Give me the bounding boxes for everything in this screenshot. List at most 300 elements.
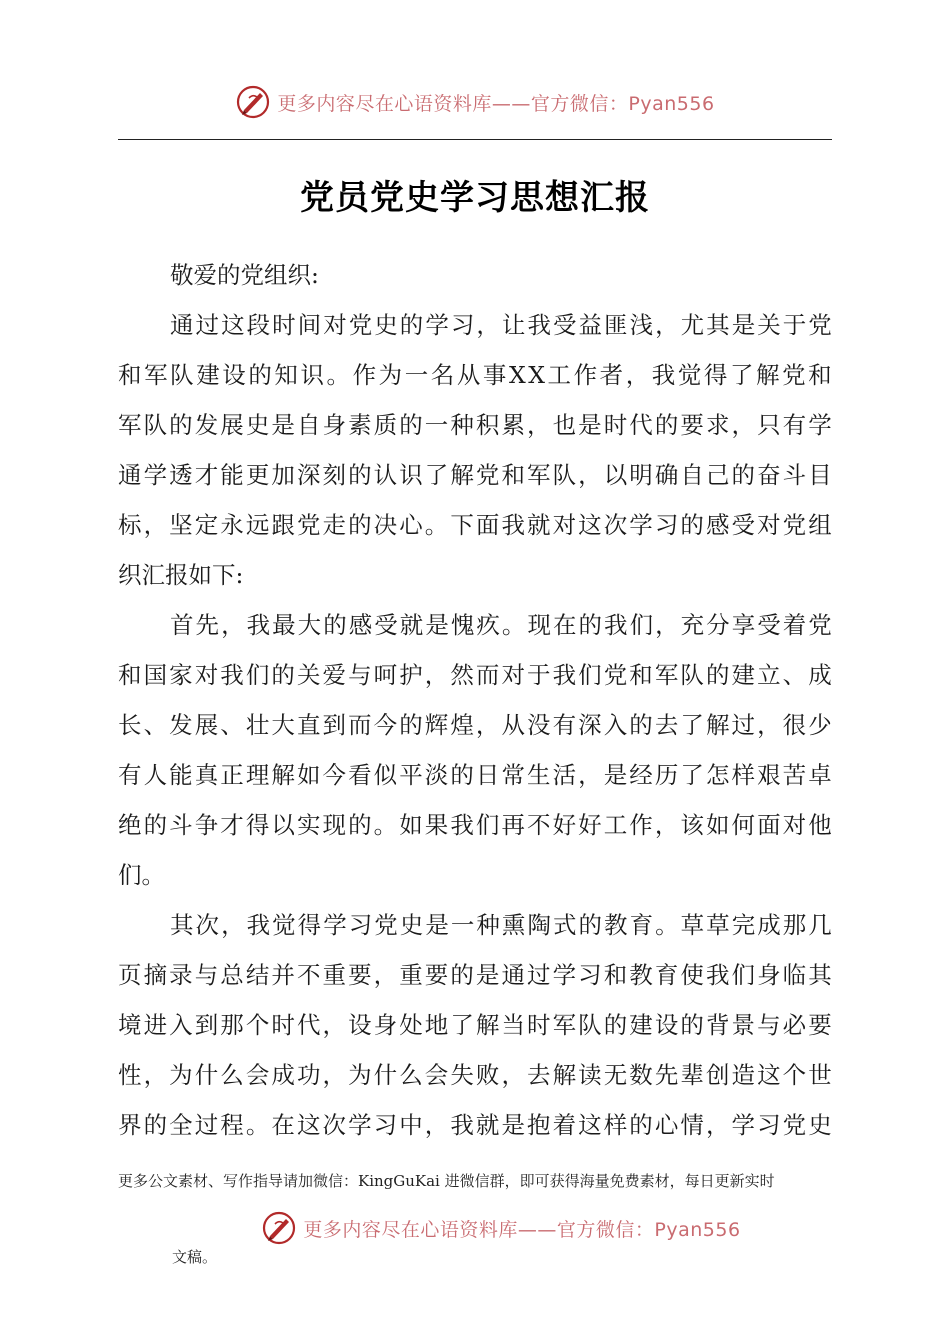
glyph: 该: [680, 811, 704, 839]
glyph: 草: [680, 911, 705, 939]
glyph: 能: [220, 461, 244, 489]
glyph: 解: [705, 711, 730, 739]
glyph: 那: [782, 911, 807, 939]
glyph: 常: [501, 761, 525, 789]
glyph: 觉: [272, 911, 296, 939]
glyph: 界: [118, 1111, 142, 1139]
glyph: 在: [271, 1111, 295, 1139]
glyph: 我: [246, 611, 271, 639]
glyph: 的: [348, 461, 372, 489]
glyph: 我: [552, 661, 577, 689]
glyph: 如: [296, 761, 321, 789]
glyph: 好: [578, 811, 602, 839]
glyph: 学: [552, 961, 577, 989]
glyph: 的: [578, 911, 602, 939]
glyph: 了: [680, 711, 704, 739]
glyph: 着: [552, 1111, 577, 1139]
glyph: 展: [220, 411, 244, 439]
glyph: 完: [731, 911, 756, 939]
glyph: 正: [220, 761, 244, 789]
glyph: 今: [322, 761, 346, 789]
glyph: 这: [296, 1111, 321, 1139]
glyph: ，: [655, 611, 679, 639]
glyph: ，: [373, 961, 398, 989]
glyph: 斗: [782, 461, 807, 489]
glyph: 先: [195, 611, 220, 639]
glyph: 去: [527, 1061, 551, 1089]
glyph: 真: [194, 761, 219, 789]
glyph: 经: [629, 761, 653, 789]
glyph: 对: [782, 811, 807, 839]
glyph: 而: [475, 661, 500, 689]
glyph: 史: [808, 1111, 832, 1139]
glyph: ，: [143, 511, 168, 539]
glyph: 临: [782, 961, 807, 989]
glyph: 艰: [757, 761, 781, 789]
glyph: ，: [655, 311, 679, 339]
glyph: 感: [348, 611, 373, 639]
glyph: 是: [603, 761, 628, 789]
glyph: 次: [603, 511, 628, 539]
glyph: 的: [680, 1011, 704, 1039]
glyph: ，: [322, 1061, 346, 1089]
glyph: 面: [757, 811, 781, 839]
glyph: 这: [578, 511, 602, 539]
glyph: 党: [782, 511, 807, 539]
glyph: 没: [527, 711, 551, 739]
glyph: 呵: [373, 661, 398, 689]
glyph: 我: [604, 611, 628, 639]
glyph: 什: [373, 1061, 398, 1089]
glyph: 愧: [450, 611, 475, 639]
glyph: 明: [629, 461, 653, 489]
glyph: 次: [322, 1111, 346, 1139]
glyph: 们: [629, 611, 654, 639]
glyph: 对: [323, 311, 347, 339]
glyph: 疚: [476, 611, 500, 639]
glyph: 使: [680, 961, 704, 989]
glyph: 页: [118, 961, 142, 989]
glyph: 很: [782, 711, 807, 739]
glyph: 己: [705, 461, 730, 489]
glyph: 远: [245, 511, 270, 539]
glyph: 作: [629, 811, 653, 839]
glyph: 队: [143, 411, 168, 439]
glyph: 自: [680, 461, 704, 489]
glyph: 他: [808, 811, 832, 839]
glyph: 地: [424, 1011, 449, 1039]
glyph: 无: [603, 1061, 628, 1089]
glyph: 设: [222, 361, 246, 389]
glyph: 卓: [808, 761, 832, 789]
text-line: [118, 450, 832, 500]
glyph: 。: [373, 811, 398, 839]
glyph: 和: [808, 361, 832, 389]
glyph: 的: [603, 1011, 628, 1039]
glyph: 感: [705, 511, 730, 539]
glyph: 确: [654, 461, 679, 489]
glyph: 军: [552, 1011, 577, 1039]
glyph: 何: [731, 811, 755, 839]
glyph: ，: [221, 611, 245, 639]
glyph: 队: [170, 361, 194, 389]
glyph: 和: [118, 361, 142, 389]
glyph: 当: [501, 1011, 525, 1039]
glyph: 与: [194, 961, 219, 989]
glyph: 直: [296, 711, 321, 739]
glyph: 队: [578, 1011, 602, 1039]
glyph: ，: [143, 1061, 168, 1089]
glyph: 我: [705, 961, 730, 989]
glyph: 。: [655, 911, 679, 939]
glyph: 建: [196, 361, 220, 389]
glyph: 通: [170, 311, 194, 339]
glyph: 日: [475, 761, 500, 789]
text-line: [118, 950, 832, 1000]
glyph: 军: [654, 661, 679, 689]
glyph: 作: [352, 361, 377, 389]
glyph: 了: [729, 361, 754, 389]
glyph: 爱: [322, 661, 346, 689]
glyph: 的: [143, 811, 168, 839]
glyph: 名: [430, 361, 455, 389]
glyph: 党: [808, 611, 832, 639]
glyph: 解: [475, 1011, 500, 1039]
glyph: 自: [296, 411, 321, 439]
glyph: 成: [271, 1061, 295, 1089]
glyph: 境: [118, 1011, 142, 1039]
glyph: 建: [629, 1011, 653, 1039]
glyph: 习: [373, 1111, 398, 1139]
glyph: 这: [578, 1111, 602, 1139]
glyph: 认: [373, 461, 398, 489]
glyph: 展: [194, 711, 219, 739]
glyph: 以: [603, 461, 628, 489]
glyph: 的: [248, 361, 272, 389]
glyph: 的: [271, 661, 295, 689]
glyph: 下: [450, 511, 474, 539]
glyph: 时: [603, 411, 628, 439]
glyph: 最: [272, 611, 296, 639]
glyph: 得: [245, 811, 270, 839]
glyph: 军: [144, 361, 168, 389]
glyph: 了: [680, 761, 704, 789]
glyph: 的: [169, 411, 193, 439]
glyph: 景: [731, 1011, 755, 1039]
glyph: 以: [271, 811, 295, 839]
glyph: 队: [680, 661, 704, 689]
glyph: 一: [424, 411, 449, 439]
glyph: 败: [475, 1061, 500, 1089]
glyph: 才: [220, 811, 244, 839]
glyph: 与: [348, 661, 372, 689]
glyph: 其: [706, 311, 730, 339]
glyph: 史: [399, 911, 424, 939]
glyph: 我: [220, 661, 244, 689]
glyph: 几: [808, 911, 832, 939]
glyph: 受: [757, 611, 781, 639]
document-title: 党员党史学习思想汇报: [300, 178, 650, 218]
glyph: 也: [552, 411, 577, 439]
glyph: 对: [552, 511, 577, 539]
glyph: 习: [578, 961, 602, 989]
glyph: 并: [271, 961, 295, 989]
glyph: 习: [348, 911, 373, 939]
glyph: 的: [654, 411, 679, 439]
glyph: 是: [271, 411, 295, 439]
glyph: 学: [143, 461, 168, 489]
glyph: 似: [373, 761, 398, 789]
glyph: 决: [373, 511, 398, 539]
glyph: 摘: [143, 961, 168, 989]
glyph: 军: [527, 461, 551, 489]
glyph: 。: [424, 511, 449, 539]
glyph: ，: [424, 661, 449, 689]
glyph: 造: [731, 1061, 755, 1089]
glyph: 建: [731, 661, 755, 689]
glyph: 就: [527, 511, 551, 539]
glyph: 样: [603, 1111, 628, 1139]
glyph: 是: [425, 611, 449, 639]
glyph: 教: [604, 911, 628, 939]
glyph: 长: [118, 711, 142, 739]
glyph: 享: [731, 611, 756, 639]
glyph: 壮: [245, 711, 270, 739]
glyph: X: [528, 361, 545, 389]
glyph: 中: [399, 1111, 423, 1139]
glyph: ，: [654, 811, 679, 839]
glyph: 录: [169, 961, 193, 989]
glyph: 们: [578, 661, 602, 689]
glyph: 我: [450, 1111, 474, 1139]
glyph: 对: [757, 511, 781, 539]
glyph: 要: [424, 961, 449, 989]
glyph: 心: [399, 511, 423, 539]
glyph: 到: [194, 1011, 219, 1039]
glyph: 通: [501, 961, 525, 989]
glyph: 数: [629, 1061, 653, 1089]
glyph: 过: [731, 711, 755, 739]
text-line: 织汇报如下:: [118, 561, 244, 589]
glyph: 队: [552, 461, 577, 489]
glyph: 是: [475, 961, 500, 989]
glyph: 生: [527, 761, 551, 789]
glyph: 淡: [424, 761, 449, 789]
glyph: 什: [194, 1061, 219, 1089]
glyph: 得: [703, 361, 728, 389]
glyph: 的: [629, 711, 653, 739]
glyph: 程: [220, 1111, 244, 1139]
glyph: 读: [578, 1061, 602, 1089]
text-line: [118, 700, 832, 750]
glyph: 今: [373, 711, 398, 739]
glyph: 能: [169, 761, 193, 789]
glyph: 失: [450, 1061, 474, 1089]
glyph: 坚: [169, 511, 193, 539]
glyph: 种: [476, 911, 500, 939]
footer-watermark: [0, 1208, 950, 1248]
glyph: 去: [654, 711, 679, 739]
glyph: 如: [399, 811, 423, 839]
glyph: 现: [527, 611, 551, 639]
glyph: ，: [578, 461, 602, 489]
glyph: 世: [808, 1061, 832, 1089]
glyph: ，: [322, 1011, 346, 1039]
glyph: 于: [527, 661, 551, 689]
glyph: 学: [323, 911, 347, 939]
glyph: 性: [118, 1061, 142, 1089]
glyph: ，: [475, 711, 500, 739]
glyph: 斗: [169, 811, 193, 839]
glyph: 这: [221, 311, 245, 339]
glyph: 就: [399, 611, 424, 639]
glyph: 习: [757, 1111, 781, 1139]
glyph: 全: [169, 1111, 193, 1139]
glyph: 必: [782, 1011, 807, 1039]
glyph: 代: [296, 1011, 321, 1039]
glyph: 解: [271, 761, 295, 789]
glyph: 教: [629, 961, 653, 989]
glyph: 功: [296, 1061, 321, 1089]
glyph: 分: [706, 611, 730, 639]
glyph: 于: [782, 311, 807, 339]
glyph: 就: [475, 1111, 500, 1139]
glyph: 次: [195, 911, 220, 939]
glyph: 其: [808, 961, 832, 989]
glyph: 那: [220, 1011, 244, 1039]
glyph: 国: [143, 661, 168, 689]
glyph: 从: [456, 361, 481, 389]
glyph: 、: [220, 711, 244, 739]
glyph: 苦: [782, 761, 807, 789]
glyph: 身: [757, 961, 781, 989]
watermark-text: 更多内容尽在心语资料库——官方微信：Pyan556: [303, 1218, 741, 1241]
glyph: 绝: [118, 811, 142, 839]
glyph: 煌: [450, 711, 474, 739]
glyph: 身: [322, 411, 346, 439]
glyph: 学: [731, 1111, 755, 1139]
glyph: 会: [424, 1061, 449, 1089]
glyph: X: [508, 361, 526, 389]
glyph: 识: [399, 461, 423, 489]
glyph: 辈: [680, 1061, 704, 1089]
text-line: [118, 350, 832, 400]
glyph: 们: [245, 661, 270, 689]
glyph: 党: [348, 311, 373, 339]
glyph: 质: [373, 411, 398, 439]
glyph: 是: [501, 1111, 525, 1139]
glyph: 入: [603, 711, 628, 739]
glyph: 时: [271, 1011, 295, 1039]
glyph: 这: [757, 1061, 781, 1089]
glyph: 的: [450, 961, 474, 989]
glyph: 深: [296, 461, 321, 489]
glyph: 果: [424, 811, 449, 839]
glyph: 平: [399, 761, 423, 789]
glyph: 我: [450, 811, 474, 839]
glyph: 匪: [604, 311, 628, 339]
glyph: 现: [322, 811, 346, 839]
footer-note-continued: 文稿。: [172, 1248, 218, 1266]
glyph: 大: [297, 611, 322, 639]
glyph: ，: [625, 361, 650, 389]
text-line: [118, 500, 832, 550]
glyph: 。: [326, 361, 350, 389]
glyph: 永: [220, 511, 244, 539]
glyph: 的: [450, 761, 474, 789]
glyph: 关: [757, 311, 781, 339]
glyph: 活: [552, 761, 577, 789]
glyph: 怎: [705, 761, 730, 789]
glyph: 立: [757, 661, 781, 689]
glyph: 而: [348, 711, 372, 739]
glyph: 党: [782, 361, 806, 389]
glyph: 党: [782, 1111, 807, 1139]
glyph: 背: [705, 1011, 730, 1039]
glyph: 透: [169, 461, 193, 489]
glyph: 时: [272, 311, 296, 339]
glyph: 对: [501, 661, 525, 689]
glyph: 党: [374, 911, 398, 939]
glyph: 发: [169, 711, 193, 739]
glyph: 段: [246, 311, 271, 339]
glyph: 抱: [527, 1111, 551, 1139]
glyph: 党: [296, 511, 321, 539]
glyph: 一: [404, 361, 429, 389]
glyph: 心: [654, 1111, 679, 1139]
glyph: 学: [425, 311, 449, 339]
glyph: 组: [808, 511, 832, 539]
glyph: 进: [143, 1011, 168, 1039]
glyph: 才: [194, 461, 219, 489]
glyph: 重: [322, 961, 346, 989]
glyph: ，: [757, 711, 781, 739]
glyph: 草: [706, 911, 730, 939]
glyph: 了: [450, 1011, 474, 1039]
glyph: 党: [475, 461, 500, 489]
glyph: 解: [552, 1061, 577, 1089]
glyph: 然: [450, 661, 474, 689]
glyph: 成: [757, 911, 781, 939]
glyph: 目: [808, 461, 832, 489]
glyph: 益: [578, 311, 602, 339]
glyph: 身: [373, 1011, 398, 1039]
glyph: 的: [399, 311, 424, 339]
paragraph-2: [118, 600, 832, 900]
glyph: ，: [731, 411, 755, 439]
glyph: 入: [169, 1011, 193, 1039]
salutation: 敬爱的党组织:: [170, 261, 319, 289]
text-line: [118, 900, 832, 950]
glyph: 设: [654, 1011, 679, 1039]
header-watermark: [0, 82, 950, 122]
glyph: 一: [450, 911, 475, 939]
glyph: 更: [245, 461, 270, 489]
glyph: 为: [348, 1061, 372, 1089]
glyph: 实: [296, 811, 321, 839]
glyph: 奋: [757, 461, 781, 489]
glyph: 工: [547, 361, 572, 389]
glyph: 学: [808, 411, 832, 439]
glyph: 处: [399, 1011, 423, 1039]
glyph: 的: [731, 461, 755, 489]
glyph: 深: [578, 711, 602, 739]
pen-logo-icon: [261, 1210, 297, 1246]
glyph: 争: [194, 811, 219, 839]
glyph: 好: [552, 811, 577, 839]
glyph: 不: [527, 811, 551, 839]
glyph: 要: [680, 411, 704, 439]
